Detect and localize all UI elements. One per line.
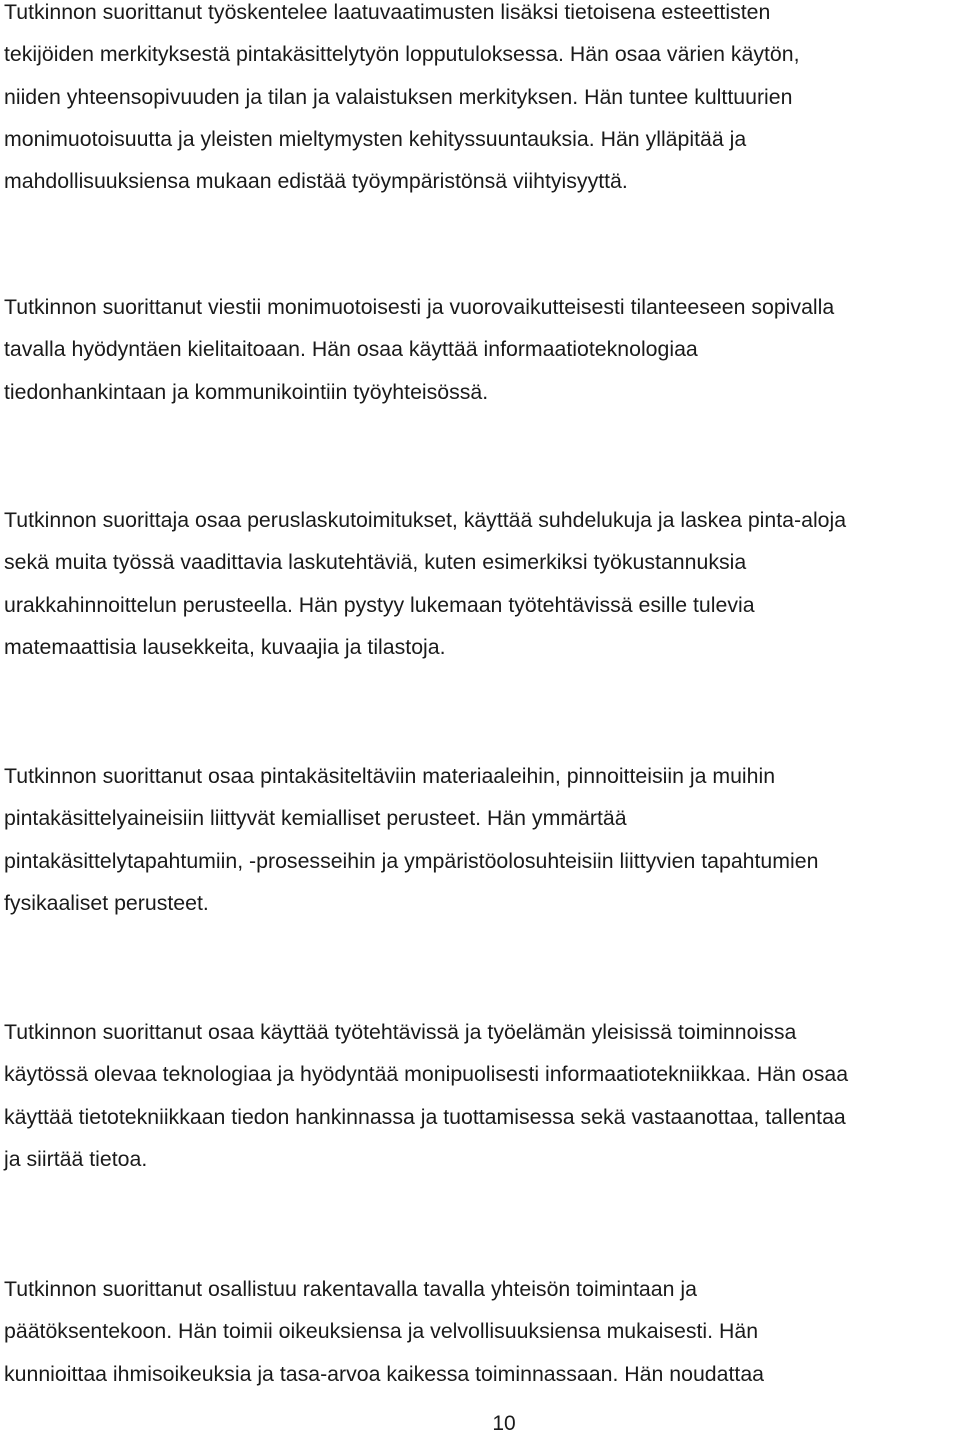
text-line: mahdollisuuksiensa mukaan edistää työympäristönsä viihtyisyyttä. (4, 169, 628, 194)
text-line: käytössä olevaa teknologiaa ja hyödyntää monipuolisesti informaatiotekniikkaa. Hän osaa (4, 1062, 849, 1087)
text-line: urakkahinnoittelun perusteella. Hän pystyy lukemaan työtehtävissä esille tulevia (4, 592, 755, 617)
text-line: Tutkinnon suorittanut osaa pintakäsiteltäviin materiaaleihin, pinnoitteisiin ja muihin (4, 764, 776, 788)
paragraph-chemistry (4, 755, 960, 924)
text-line: pintakäsittelyaineisiin liittyvät kemialliset perusteet. Hän ymmärtää (4, 806, 627, 831)
text-line: tavalla hyödyntäen kielitaitoaan. Hän osaa käyttää informaatioteknologiaa (4, 337, 698, 362)
paragraph-aesthetics (4, 0, 960, 202)
paragraph-citizenship (4, 1268, 960, 1395)
text-line: monimuotoisuutta ja yleisten mieltymysten kehityssuuntauksia. Hän ylläpitää ja (4, 126, 747, 151)
text-line: kunnioittaa ihmisoikeuksia ja tasa-arvoa kaikessa toiminnassaan. Hän noudattaa (4, 1361, 765, 1386)
text-line: tiedonhankintaan ja kommunikointiin työyhteisössä. (4, 379, 489, 404)
text-line: Tutkinnon suorittanut osaa käyttää työtehtävissä ja työelämän yleisissä toiminnoissa (4, 1020, 797, 1044)
text-line: niiden yhteensopivuuden ja tilan ja valaistuksen merkityksen. Hän tuntee kulttuurien (4, 84, 793, 109)
paragraph-communication (4, 286, 960, 413)
text-line: ja siirtää tietoa. (4, 1146, 148, 1171)
page-number: 10 (492, 1412, 516, 1435)
text-line: Tutkinnon suorittaja osaa peruslaskutoimitukset, käyttää suhdelukuja ja laskea pinta-aloja (4, 508, 847, 532)
text-line: fysikaaliset perusteet. (4, 890, 209, 915)
paragraph-mathematics (4, 499, 960, 668)
text-line: matemaattisia lausekkeita, kuvaajia ja tilastoja. (4, 634, 446, 659)
paragraph-technology (4, 1011, 960, 1180)
text-line: sekä muita työssä vaadittavia laskutehtäviä, kuten esimerkiksi työkustannuksia (4, 550, 747, 575)
text-line: tekijöiden merkityksestä pintakäsittelytyön lopputuloksessa. Hän osaa värien käytön, (4, 42, 800, 67)
text-line: Tutkinnon suorittanut viestii monimuotoisesti ja vuorovaikutteisesti tilanteeseen sopivalla (4, 295, 835, 319)
text-line: Tutkinnon suorittanut osallistuu rakentavalla tavalla yhteisön toimintaan ja (4, 1277, 697, 1301)
text-line: käyttää tietotekniikkaan tiedon hankinnassa ja tuottamisessa sekä vastaanottaa, tallentaa (4, 1104, 846, 1129)
text-line: päätöksentekoon. Hän toimii oikeuksiensa ja velvollisuuksiensa mukaisesti. Hän (4, 1319, 759, 1344)
text-line: Tutkinnon suorittanut työskentelee laatuvaatimusten lisäksi tietoisena esteettisten (4, 0, 771, 24)
text-line: pintakäsittelytapahtumiin, -prosesseihin ja ympäristöolosuhteisiin liittyvien tapahtumien (4, 848, 819, 873)
